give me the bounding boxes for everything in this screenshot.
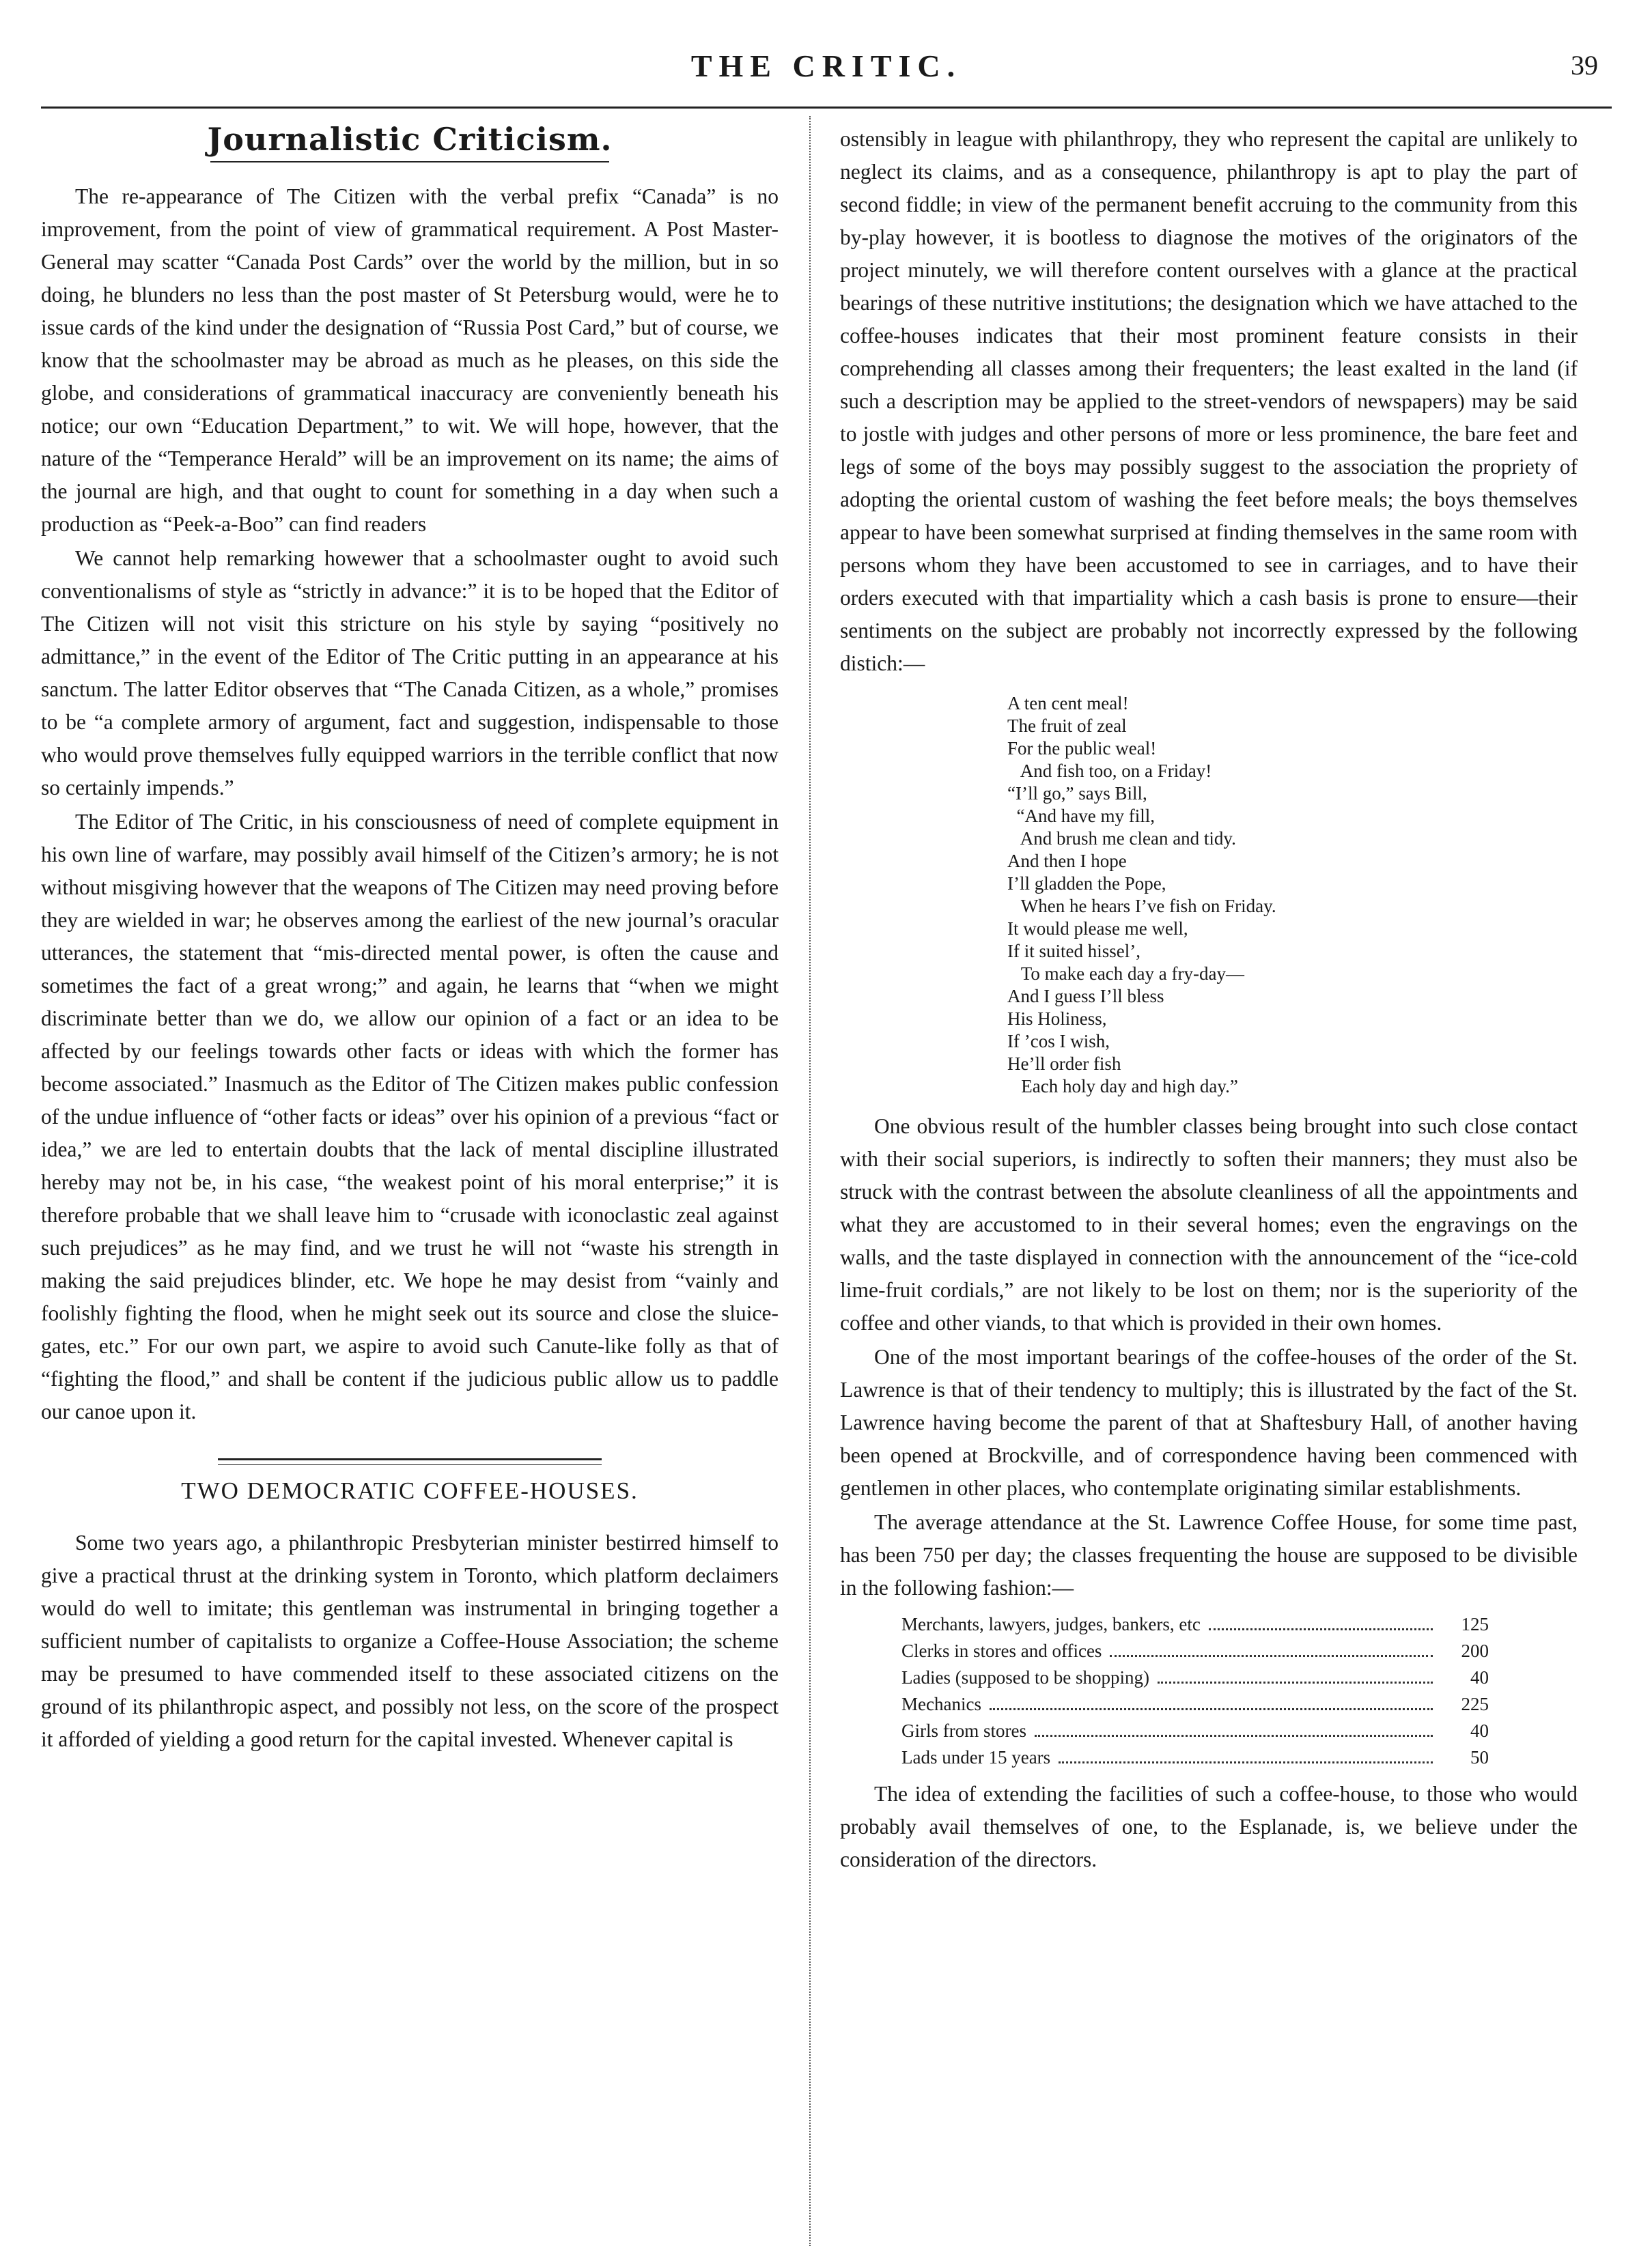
article1-paragraph-2: We cannot help remarking howewer that a schoolmaster ought to avoid such conventionalisms of style as “strictly in advance:” it is to be hoped that the Editor of The Citizen will not visit this stricture on his style by saying “positively no admittance,” in the event of the Editor of The Critic putting in an appearance at his sanctum. The latter Editor observes that “The Canada Citizen, as a whole,” promises to be “a complete armory of argument, fact and suggestion, indispensable to those who would prove themselves fully equipped warriors in the terrible conflict that now so certainly impends.” <box>41 546 779 799</box>
attendance-row <box>901 1691 1489 1718</box>
verse-line: Each holy day and high day.” <box>1007 1076 1238 1096</box>
verse-line: And I guess I’ll bless <box>1007 986 1164 1006</box>
article2-closing-paragraph: The idea of extending the facilities of such a coffee-house, to those who would probably avail themselves of one, to the Esplanade, is, we believe under the consideration of the directors. <box>840 1782 1578 1871</box>
attendance-table <box>901 1611 1489 1771</box>
verse-line: And fish too, on a Friday! <box>1007 761 1212 781</box>
verse-line: If ’cos I wish, <box>1007 1031 1110 1051</box>
leader-dots <box>1059 1761 1433 1763</box>
attendance-row <box>901 1718 1489 1744</box>
attendance-count: 125 <box>1461 1614 1489 1634</box>
article-heading-coffee-houses: TWO DEMOCRATIC COFFEE-HOUSES. <box>181 1477 639 1504</box>
article2-paragraph-1: Some two years ago, a philanthropic Presbyterian minister bestirred himself to give a practical thrust at the drinking system in Toronto, which platform declaimers would do well to imitate; this gentleman was instrumental in bringing together a sufficient number of capitalists to organize a Coffee-House Association; the scheme may be presumed to have commended itself to these associated citizens on the ground of its philanthropic aspect, and possibly not less, on the score of the prospect it afforded of yielding a good return for the capital invested. Whenever capital is <box>41 1531 779 1751</box>
verse-line: “I’ll go,” says Bill, <box>1007 783 1147 804</box>
verse-line: If it suited hissel’, <box>1007 941 1140 961</box>
leader-dots <box>1035 1735 1433 1737</box>
verse-line: “And have my fill, <box>1007 806 1155 826</box>
verse-line: When he hears I’ve fish on Friday. <box>1007 896 1276 916</box>
article2-paragraph-2: One obvious result of the humbler classes being brought into such close contact with their social superiors, is indirectly to soften their manners; they must also be struck with the contrast between the absolute cleanliness of all the appointments and what they are accustomed to in their several homes; even the engravings on the walls, and the taste displayed in connection with the announcement of the “ice-cold lime-fruit cordials,” are not likely to be lost on them; nor is the superiority of the coffee and other viands, to that which is provided in their own homes. <box>840 1114 1578 1335</box>
verse-line: His Holiness, <box>1007 1008 1107 1029</box>
right-column <box>840 123 1578 1876</box>
verse-line: To make each day a fry-day— <box>1007 963 1244 984</box>
attendance-count: 40 <box>1470 1720 1489 1741</box>
attendance-count: 50 <box>1470 1747 1489 1768</box>
attendance-count: 225 <box>1461 1694 1489 1714</box>
leader-dots <box>990 1708 1433 1710</box>
verse-line: It would please me well, <box>1007 918 1188 939</box>
attendance-row <box>901 1638 1489 1664</box>
verse-block <box>1007 692 1578 1098</box>
attendance-category: Ladies (supposed to be shopping) <box>901 1667 1149 1688</box>
attendance-count: 40 <box>1470 1667 1489 1688</box>
attendance-category: Clerks in stores and offices <box>901 1641 1102 1661</box>
leader-dots <box>1209 1628 1433 1630</box>
verse-line: The fruit of zeal <box>1007 715 1127 736</box>
left-column <box>41 123 779 1756</box>
page <box>41 48 1612 2253</box>
leader-dots <box>1110 1655 1433 1657</box>
heading-rule <box>210 161 608 162</box>
attendance-category: Merchants, lawyers, judges, bankers, etc <box>901 1614 1201 1634</box>
column-divider <box>809 116 811 2246</box>
article1-paragraph-3: The Editor of The Critic, in his consciousness of need of complete equipment in his own line of warfare, may possibly avail himself of the Citizen’s armory; he is not without misgiving however that the weapons of The Citizen may need proving before they are wielded in war; he observes among the earliest of the new journal’s oracular utterances, the statement that “mis-directed mental power, is often the cause and sometimes the fact of a great wrong;” and again, he learns that “when we might discriminate better than we do, we allow our opinion of a fact or an idea to be affected by our feelings towards other facts or ideas with which the former has become associated.” Inasmuch as the Editor of The Citizen makes public confession of the undue influence of “other facts or ideas” over his opinion of a previous “fact or idea,” we are led to entertain doubts that the lack of mental discipline illustrated hereby may not be, in his case, “the weakest point of his moral enterprise;” it is therefore probable that we shall leave him to “crusade with iconoclastic zeal against such prejudices” as he may find, and we trust he will not “waste his strength in making the said prejudices blinder, etc. We hope he may desist from “vainly and foolishly fighting the flood, when he might seek out its source and close the sluice-gates, etc.” For our own part, we aspire to avoid such Canute-like folly as that of “fighting the flood,” and shall be content if the judicious public allow us to paddle our canoe upon it. <box>41 810 779 1423</box>
attendance-row <box>901 1664 1489 1691</box>
verse-line: And then I hope <box>1007 851 1127 871</box>
attendance-row <box>901 1611 1489 1638</box>
article2-paragraph-continued: ostensibly in league with philanthropy, they who represent the capital are unlikely to neglect its claims, and as a consequence, philanthropy is apt to play the part of second fiddle; in view of the permanent benefit accruing to the community from this by-play however, it is bootless to diagnose the motives of the originators of the project minutely, we will therefore content ourselves with a glance at the practical bearings of these nutritive institutions; the designation which we have attached to the coffee-houses indicates that their most prominent feature consists in their comprehending all classes among their frequenters; the least exalted in the land (if such a description may be applied to the street-vendors of newspapers) may be said to jostle with judges and other persons of more or less prominence, the bare feet and legs of some of the boys may possibly suggest to the association the propriety of adopting the oriental custom of washing the feet before meals; the boys themselves appear to have been somewhat surprised at finding themselves in the same room with persons whom they have been accustomed to see in carriages, and to have their orders executed with that impartiality which a cash basis is prone to ensure—their sentiments on the subject are probably not incorrectly expressed by the following distich:— <box>840 127 1578 675</box>
running-head <box>41 48 1612 102</box>
article2-paragraph-3: One of the most important bearings of the coffee-houses of the order of the St. Lawrence is that of their tendency to multiply; this is illustrated by the fact of the St. Lawrence having become the parent of that at Shaftesbury Hall, of another having been opened at Brockville, and of correspondence having been commenced with gentlemen in other places, who contemplate originating similar establishments. <box>840 1345 1578 1500</box>
leader-dots <box>1158 1682 1433 1684</box>
article2-paragraph-4: The average attendance at the St. Lawrence Coffee House, for some time past, has been 750 per day; the classes frequenting the house are supposed to be divisible in the following fashion:— <box>840 1510 1578 1600</box>
verse-line: And brush me clean and tidy. <box>1007 828 1236 849</box>
article1-paragraph-1: The re-appearance of The Citizen with the verbal prefix “Canada” is no improvement, from the point of view of grammatical requirement. A Post Master-General may scatter “Canada Post Cards” over the world by the million, but in so doing, he blunders no less than the post master of St Petersburg would, were he to issue cards of the kind under the designation of “Russia Post Card,” but of course, we know that the schoolmaster may be abroad as much as he pleases, on this side the globe, and considerations of grammatical inaccuracy are conveniently beneath his notice; our own “Education Department,” to wit. We will hope, however, that the nature of the “Temperance Herald” will be an improvement on its name; the aims of the journal are high, and that ought to count for something in a day when such a production as “Peek-a-Boo” can find readers <box>41 184 779 536</box>
verse-line: For the public weal! <box>1007 738 1157 759</box>
page-number: 39 <box>1571 50 1598 81</box>
attendance-row <box>901 1744 1489 1771</box>
section-separator <box>218 1458 602 1465</box>
verse-line: He’ll order fish <box>1007 1053 1121 1074</box>
attendance-count: 200 <box>1461 1641 1489 1661</box>
header-rule <box>41 107 1612 109</box>
attendance-category: Girls from stores <box>901 1720 1026 1741</box>
verse-line: A ten cent meal! <box>1007 693 1129 713</box>
attendance-category: Mechanics <box>901 1694 981 1714</box>
publication-title: THE CRITIC. <box>690 48 962 83</box>
article-heading-journalistic-criticism: Journalistic Criticism. <box>207 121 613 158</box>
verse-line: I’ll gladden the Pope, <box>1007 873 1166 894</box>
attendance-category: Lads under 15 years <box>901 1747 1051 1768</box>
